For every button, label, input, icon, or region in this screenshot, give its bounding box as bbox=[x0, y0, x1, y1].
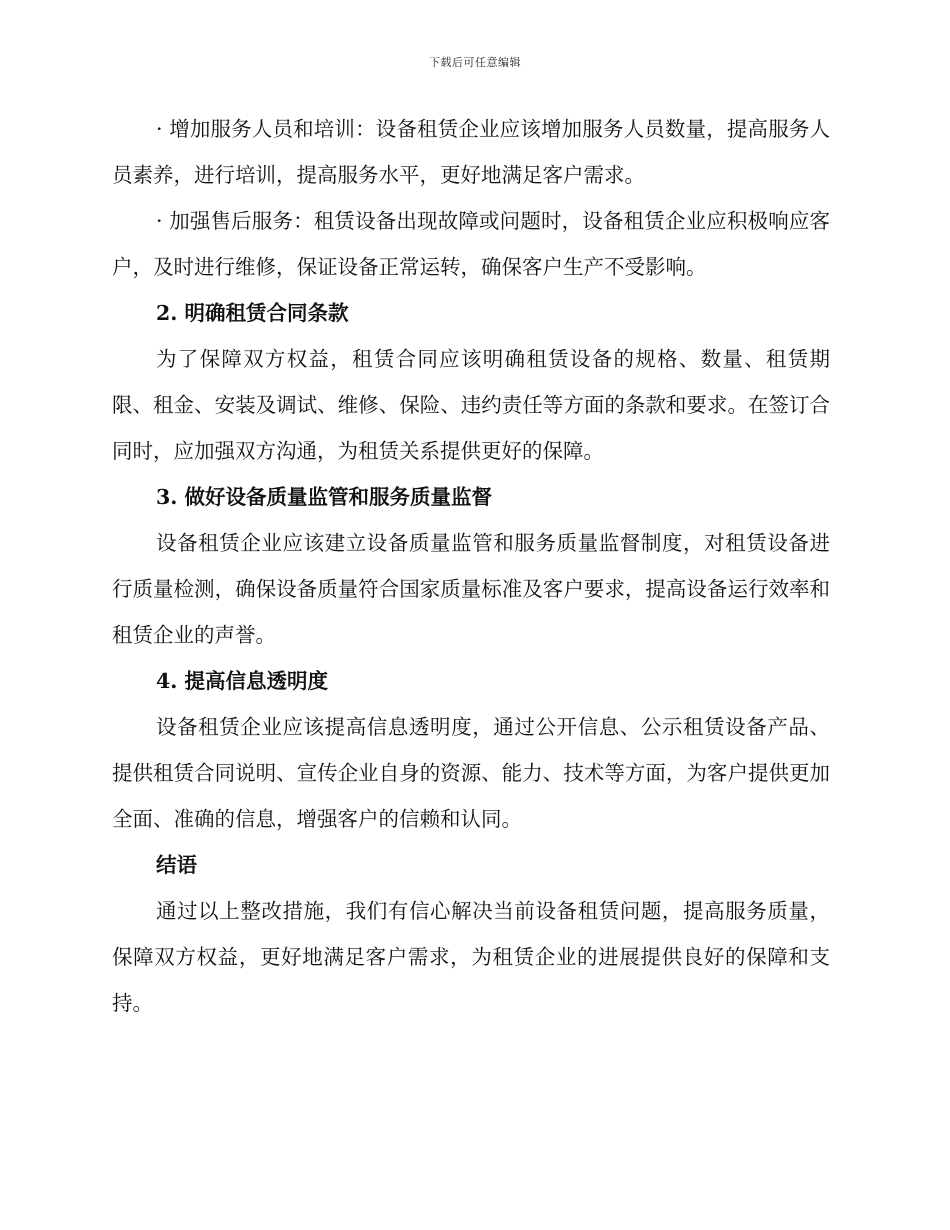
section-heading-conclusion: 结语 bbox=[156, 853, 197, 877]
paragraph-quality-supervision: 设备租赁企业应该建立设备质量监管和服务质量监督制度，对租赁设备进行质量检测，确保设备质量符合国家质量标准及客户要求，提高设备运行效率和租赁企业的声誉。 bbox=[112, 531, 830, 647]
paragraph-contract-terms: 为了保障双方权益，租赁合同应该明确租赁设备的规格、数量、租赁期限、租金、安装及调试、维修、保险、违约责任等方面的条款和要求。在签订合同时，应加强双方沟通，为租赁关系提供更好的保障。 bbox=[112, 347, 830, 463]
section-heading-transparency: 4. 提高信息透明度 bbox=[156, 669, 329, 693]
paragraph-transparency: 设备租赁企业应该提高信息透明度，通过公开信息、公示租赁设备产品、提供租赁合同说明、宣传企业自身的资源、能力、技术等方面，为客户提供更加全面、准确的信息，增强客户的信赖和认同。 bbox=[112, 715, 830, 831]
section-heading-contract-terms: 2. 明确租赁合同条款 bbox=[156, 301, 349, 325]
section-heading-quality-supervision: 3. 做好设备质量监管和服务质量监督 bbox=[156, 485, 493, 509]
page-header: 下载后可任意编辑 bbox=[429, 56, 521, 69]
bullet-paragraph-after-sales: · 加强售后服务：租赁设备出现故障或问题时，设备租赁企业应积极响应客户，及时进行维修，保证设备正常运转，确保客户生产不受影响。 bbox=[112, 209, 830, 279]
bullet-paragraph-staff-training: · 增加服务人员和培训：设备租赁企业应该增加服务人员数量，提高服务人员素养，进行培训，提高服务水平，更好地满足客户需求。 bbox=[112, 117, 830, 187]
paragraph-conclusion: 通过以上整改措施，我们有信心解决当前设备租赁问题，提高服务质量，保障双方权益，更好地满足客户需求，为租赁企业的进展提供良好的保障和支持。 bbox=[112, 899, 830, 1015]
document-body bbox=[112, 106, 830, 1026]
